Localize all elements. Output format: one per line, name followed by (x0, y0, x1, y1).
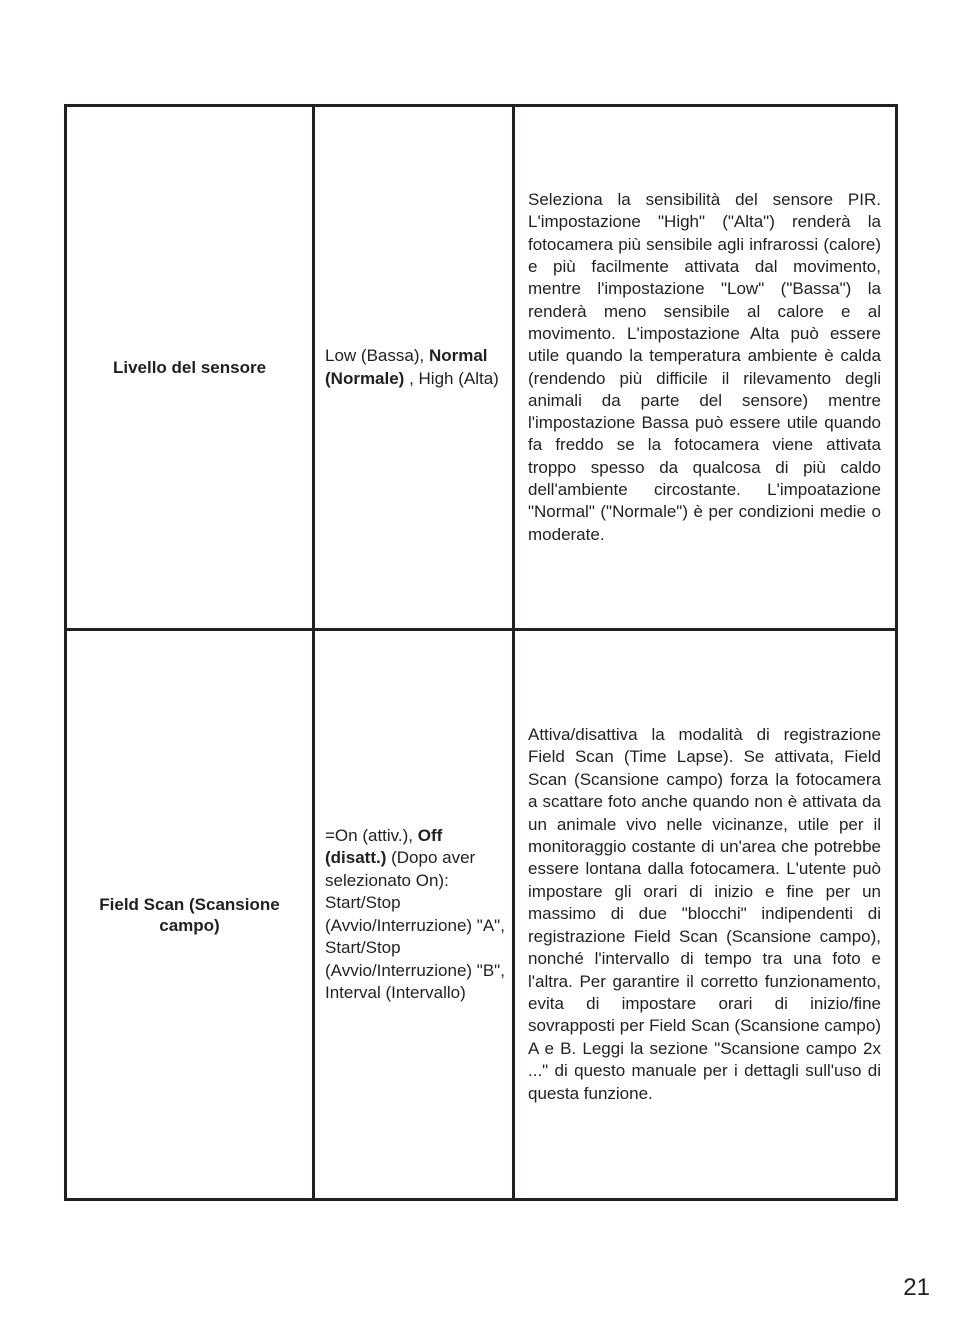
setting-description-cell (514, 630, 897, 1200)
options-text: =On (attiv.), (325, 825, 418, 845)
setting-name: Livello del sensore (112, 358, 267, 377)
settings-table (64, 104, 898, 1201)
setting-name: Field Scan (Scansione campo) (99, 894, 280, 935)
page-number: 21 (903, 1274, 930, 1301)
options-text: Low (Bassa), (325, 346, 429, 365)
setting-name-cell (66, 630, 314, 1200)
setting-name-cell (66, 106, 314, 630)
options-text: , High (Alta) (404, 368, 499, 388)
setting-description: Attiva/disattiva la modalità di registrazione Field Scan (Time Lapse). Se attivata, Field Scan (Scansione campo) forza la fotocamera a scattare foto anche quando non è attivata da un animale vivo nelle vicinanze, utile per il monitoraggio costante di un'area che potrebbe essere lontana dalla fotocamera. L'utente può impostare gli orari di inizio e fine per un massimo di due "blocchi" indipendenti di registrazione Field Scan (Scansione campo), nonché l'intervallo di tempo tra una foto e l'altra. Per garantire il corretto funzionamento, evita di impostare orari di inizio/fine sovrapposti per Field Scan (Scansione campo) A e B. Leggi la sezione "Scansione campo 2x ..." di questo manuale per i dettagli sull'uso di questa funzione. (528, 725, 881, 1103)
table-row (66, 630, 897, 1200)
setting-description-cell (514, 106, 897, 630)
setting-options-cell (314, 106, 514, 630)
options-default: Off (disatt.) (325, 825, 443, 867)
setting-options-cell (314, 630, 514, 1200)
setting-description: Seleziona la sensibilità del sensore PIR. L'impostazione "High" ("Alta") renderà la fotocamera più sensibile agli infrarossi (calore) e più facilmente attivata dal movimento, mentre l'impostazione "Low" ("Bassa") la renderà meno sensibile al calore e al movimento. L'impostazione Alta può essere utile quando la temperatura ambiente è calda (rendendo più difficile il rilevamento degli animali da parte del sensore) mentre l'impostazione Bassa può essere utile quando fa freddo se la fotocamera viene attivata troppo spesso da qualcosa di più caldo dell'ambiente circostante. L'impoatazione "Normal" ("Normale") è per condizioni medie o moderate. (528, 190, 881, 544)
options-text: (Dopo aver selezionato On): Start/Stop (Avvio/Interruzione) "A", Start/Stop (Avvio/Interruzione) "B", Interval (Intervallo) (325, 848, 505, 1002)
table-row (66, 106, 897, 630)
options-default: Normal (Normale) (325, 346, 488, 388)
